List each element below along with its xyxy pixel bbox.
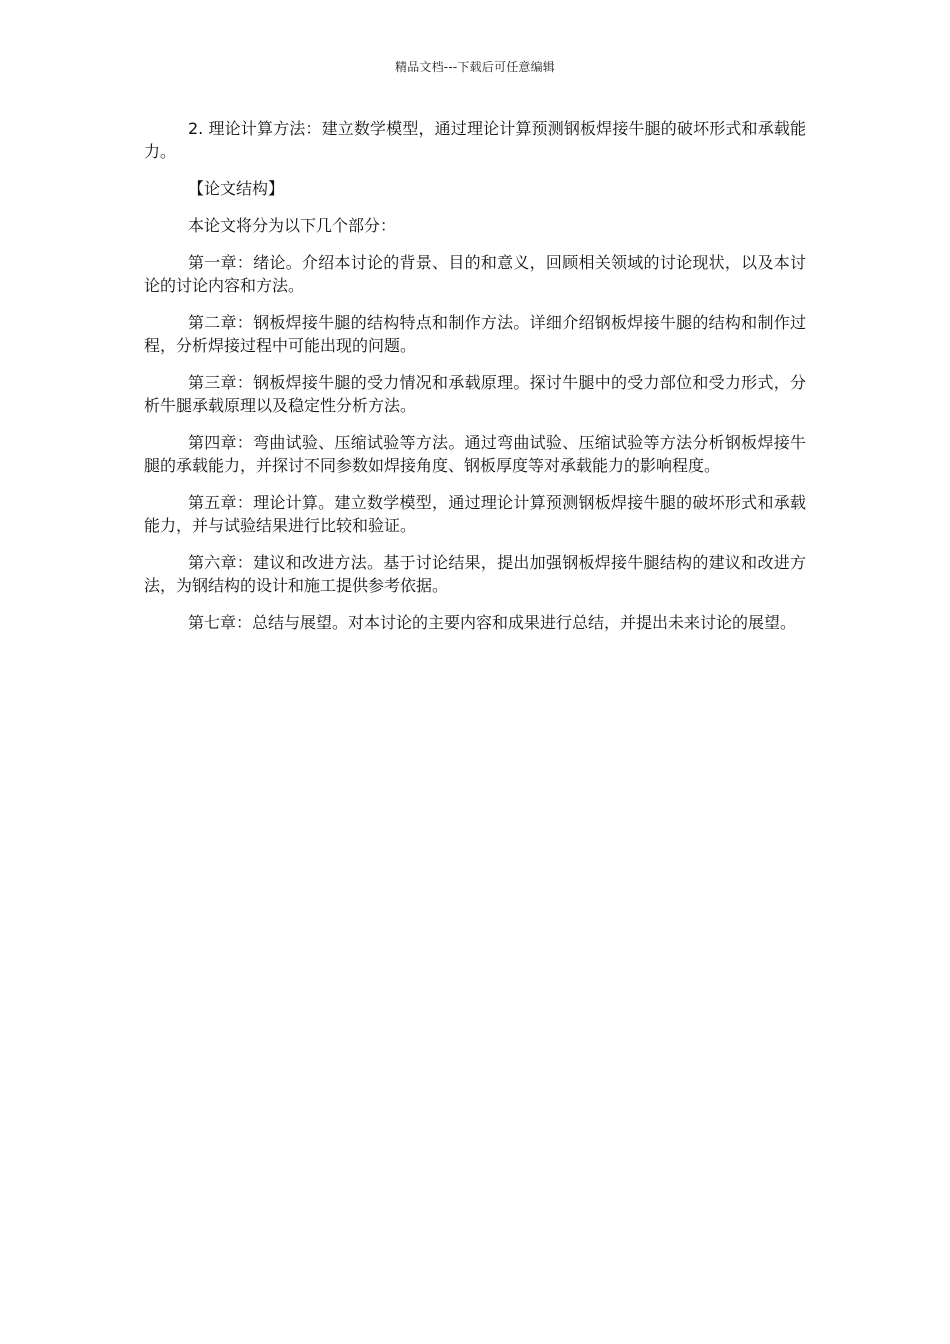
section-heading-structure: 【论文结构】 (188, 179, 285, 198)
paragraph-chapter-7: 第七章：总结与展望。对本讨论的主要内容和成果进行总结，并提出未来讨论的展望。 (188, 613, 797, 632)
paragraph-chapter-4: 第四章：弯曲试验、压缩试验等方法。通过弯曲试验、压缩试验等方法分析钢板焊接牛腿的承载能力，并探讨不同参数如焊接角度、钢板厚度等对承载能力的影响程度。 (144, 433, 806, 475)
paragraph-chapter-2: 第二章：钢板焊接牛腿的结构特点和制作方法。详细介绍钢板焊接牛腿的结构和制作过程，分析焊接过程中可能出现的问题。 (144, 313, 806, 355)
paragraph-chapter-6: 第六章：建议和改进方法。基于讨论结果，提出加强钢板焊接牛腿结构的建议和改进方法，为钢结构的设计和施工提供参考依据。 (144, 553, 806, 595)
document-body (144, 117, 806, 648)
page-header: 精品文档---下载后可任意编辑 (395, 60, 555, 74)
paragraph-chapter-1: 第一章：绪论。介绍本讨论的背景、目的和意义，回顾相关领域的讨论现状，以及本讨论的讨论内容和方法。 (144, 253, 806, 295)
paragraph-chapter-3: 第三章：钢板焊接牛腿的受力情况和承载原理。探讨牛腿中的受力部位和受力形式，分析牛腿承载原理以及稳定性分析方法。 (144, 373, 806, 415)
paragraph-chapter-5: 第五章：理论计算。建立数学模型，通过理论计算预测钢板焊接牛腿的破坏形式和承载能力，并与试验结果进行比较和验证。 (144, 493, 806, 535)
paragraph-theory-method: 2. 理论计算方法：建立数学模型，通过理论计算预测钢板焊接牛腿的破坏形式和承载能力。 (144, 119, 806, 161)
paragraph-structure-intro: 本论文将分为以下几个部分： (188, 216, 397, 235)
